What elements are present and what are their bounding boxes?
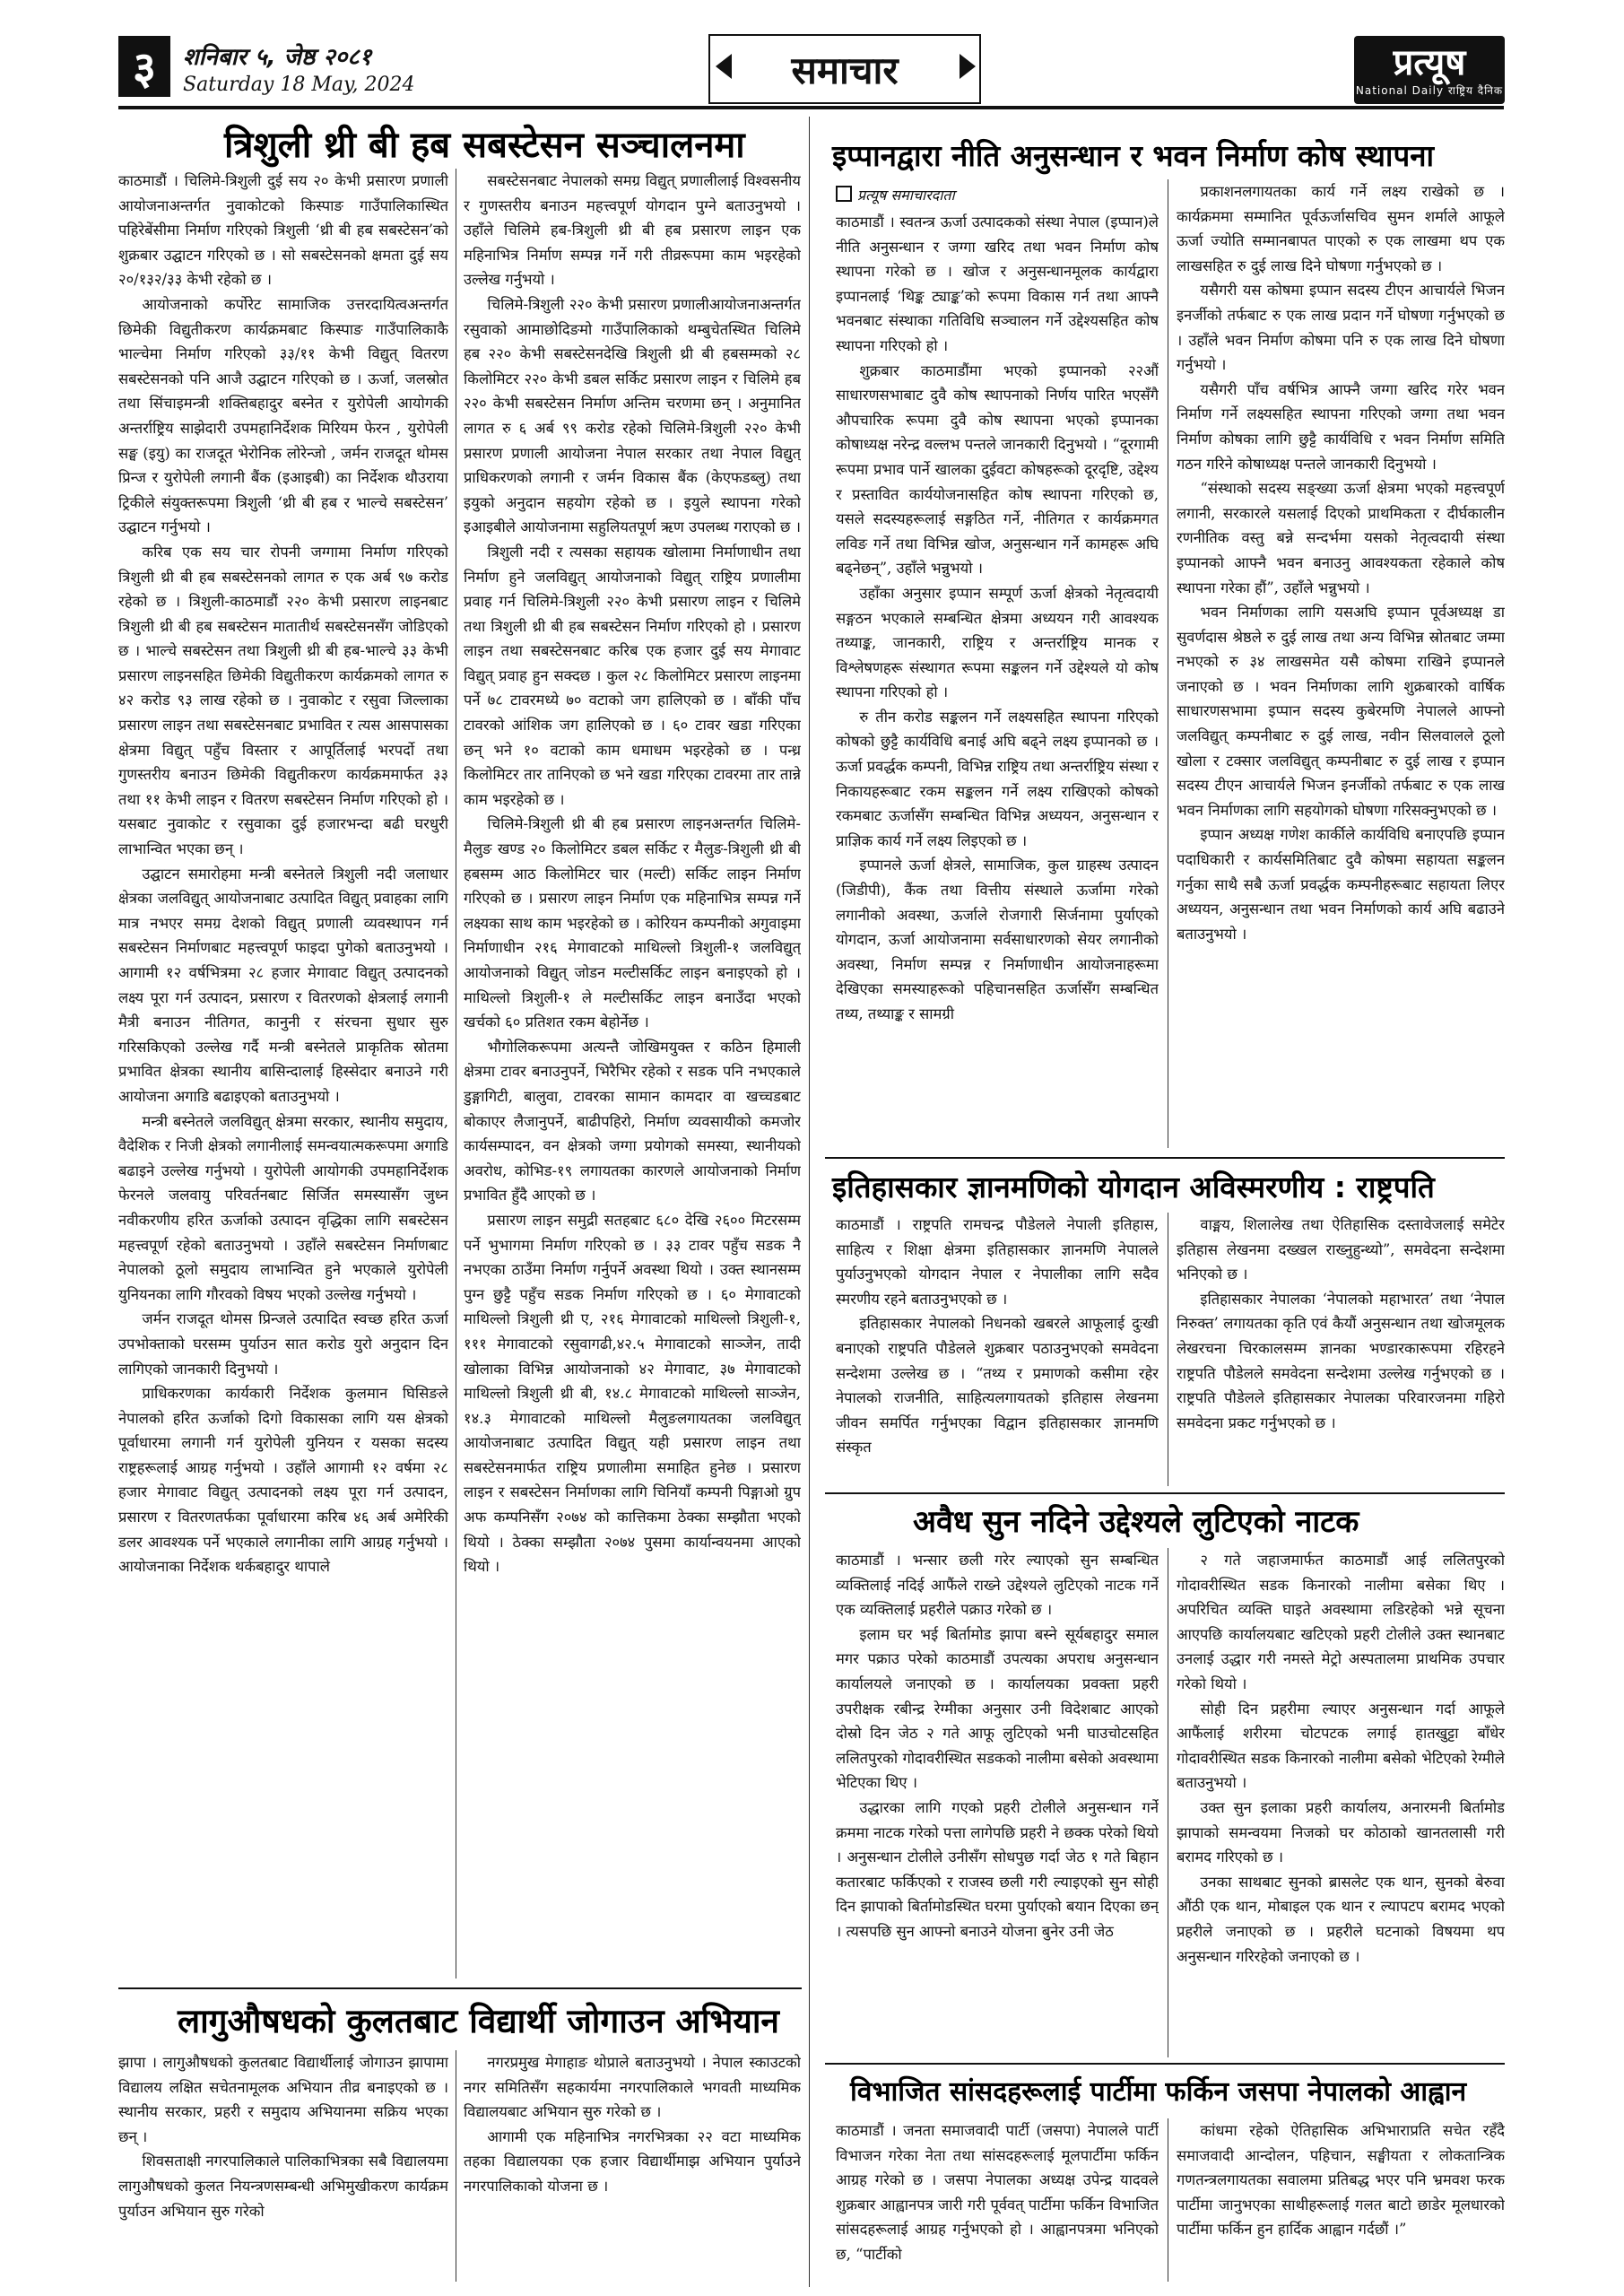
trishuli-column-2 — [464, 169, 801, 1979]
article-paragraph: इप्पान अध्यक्ष गणेश कार्कीले कार्यविधि बनाएपछि इप्पान पदाधिकारी र कार्यसमितिबाट दुवै कोषमा सहायता सङ्कलन गर्नुका साथै सबै ऊर्जा प्रवर्द्धक कम्पनीहरूबाट सहायता लिएर अध्ययन, अनुसन्धान तथा भवन निर्माणको कार्य अघि बढाउने बताउनुभयो । — [1177, 826, 1505, 943]
article-paragraph: आगामी एक महिनाभित्र नगरभित्रका २२ वटा माध्यमिक तहका विद्यालयका एक हजार विद्यार्थीमाझ अभियान पुर्याउने नगरपालिकाको योजना छ । — [464, 2127, 801, 2195]
article-paragraph: काठमाडौं । चिलिमे-त्रिशुली दुई सय २० केभी प्रसारण प्रणाली आयोजनाअन्तर्गत नुवाकोटको किस्पाङ गाउँपालिकास्थित पहिरेबेंसीमा निर्माण गरिएको त्रिशुली ‘थ्री बी हब सबस्टेसन’को शुक्रबार उद्घाटन गरिएको छ । सो सबस्टेसनको क्षमता दुई सय २०/१३२/३३ केभी रहेको छ । — [118, 172, 448, 289]
article-paragraph: जर्मन राजदूत थोमस प्रिन्जले उत्पादित स्वच्छ हरित ऊर्जा उपभोक्ताको घरसम्म पुर्याउन सात करोड युरो अनुदान दिन लागिएको जानकारी दिनुभयो । — [118, 1310, 448, 1378]
article-paragraph: काठमाडौं । भन्सार छली गरेर ल्याएको सुन सम्बन्धित व्यक्तिलाई नदिई आफैंले राख्ने उद्देश्यले लुटिएको नाटक गर्ने एक व्यक्तिलाई प्रहरीले पक्राउ गरेको छ । — [836, 1552, 1159, 1619]
article-paragraph: शिवसताक्षी नगरपालिकाले पालिकाभित्रका सबै विद्यालयमा लागुऔषधको कुलत नियन्त्रणसम्बन्धी अभिमुखीकरण कार्यक्रम पुर्याउन अभियान सुरु गरेको — [118, 2152, 448, 2220]
article-paragraph: झापा । लागुऔषधको कुलतबाट विद्यार्थीलाई जोगाउन झापामा विद्यालय लक्षित सचेतनामूलक अभियान तीव्र बनाइएको छ । स्थानीय सरकार, प्रहरी र समुदाय अभियानमा सक्रिय भएका छन् । — [118, 2054, 448, 2145]
logo-subtitle — [1356, 83, 1503, 98]
article-paragraph: “संस्थाको सदस्य सङ्ख्या ऊर्जा क्षेत्रमा भएको महत्त्वपूर्ण लगानी, सरकारले यसलाई दिएको प्राथमिकता र दीर्घकालीन रणनीतिक वस्तु बन्ने सन्दर्भमा यसको नेतृत्वदायी संस्था इप्पानको आफ्नै भवन बनाउनु आवश्यकता रहेकाले कोष स्थापना गरेका हौं”, उहाँले भन्नुभयो । — [1177, 480, 1505, 596]
square-bullet-icon — [836, 186, 852, 202]
article-paragraph: उनका साथबाट सुनको ब्रासलेट एक थान, सुनको बेरुवा औंठी एक थान, मोबाइल एक थान र ल्यापटप बरामद भएको प्रहरीले जनाएको छ । प्रहरीले घटनाको विषयमा थप अनुसन्धान गरिरहेको जनाएको छ । — [1177, 1873, 1505, 1965]
article-paragraph: त्रिशुली नदी र त्यसका सहायक खोलामा निर्माणाधीन तथा निर्माण हुने जलविद्युत् आयोजनाको विद्युत् राष्ट्रिय प्रणालीमा प्रवाह गर्न चिलिमे-त्रिशुली २२० केभी प्रसारण लाइन र चिलिमे तथा त्रिशुली थ्री बी हब सबस्टेसन निर्माण गरिएको हो । प्रसारण लाइन तथा सबस्टेसनबाट करिब एक हजार दुई सय मेगावाट विद्युत् प्रवाह हुन सक्दछ । कुल २८ किलोमिटर प्रसारण लाइनमा पर्ने ७८ टावरमध्ये ७० वटाको जग हालिएको छ । बाँकी पाँच टावरको आंशिक जग हालिएको छ । ६० टावर खडा गरिएका छन् भने १० वटाको काम धमाधम भइरहेको छ । पन्ध्र किलोमिटर तार तानिएको छ भने खडा गरिएका टावरमा तार तान्ने काम भइरहेको छ । — [464, 543, 801, 808]
article-paragraph: प्राधिकरणका कार्यकारी निर्देशक कुलमान घिसिङले नेपालको हरित ऊर्जाको दिगो विकासका लागि यस क्षेत्रको पूर्वाधारमा लगानी गर्न युरोपेली युनियन र यसका सदस्य राष्ट्रहरूलाई आग्रह गर्नुभयो । उहाँले आगामी १२ वर्षमा २८ हजार मेगावाट विद्युत् उत्पादनको लक्ष्य पूरा गर्न उत्पादन, प्रसारण र वितरणतर्फका पूर्वाधारमा करिब ४६ अर्ब अमेरिकी डलर आवश्यक पर्ने भएकाले लगानीका लागि आग्रह गर्नुभयो । आयोजनाका निर्देशक थर्कबहादुर थापाले — [118, 1385, 448, 1576]
article-paragraph: इलाम घर भई बिर्तामोड झापा बस्ने सूर्यबहादुर समाल मगर पक्राउ परेको काठमाडौं उपत्यका अपराध अनुसन्धान कार्यालयले जनाएको छ । कार्यालयका प्रवक्ता प्रहरी उपरीक्षक रबीन्द्र रेग्मीका अनुसार उनी विदेशबाट आएको दोस्रो दिन जेठ २ गते आफू लुटिएको भनी घाउचोटसहित ललितपुरको गोदावरीस्थित सडकको नालीमा बसेको अवस्थामा भेटिएका थिए । — [836, 1625, 1159, 1792]
section-rule — [825, 1492, 1505, 1494]
article-paragraph: काठमाडौं । जनता समाजवादी पार्टी (जसपा) नेपालले पार्टी विभाजन गरेका नेता तथा सांसदहरूलाई मूलपार्टीमा फर्किन आग्रह गरेको छ । जसपा नेपालका अध्यक्ष उपेन्द्र यादवले शुक्रबार आह्वानपत्र जारी गरी पूर्ववत् पार्टीमा फर्किन विभाजित सांसदहरूलाई आग्रह गर्नुभएको हो । आह्वानपत्रमा भनिएको छ, “पार्टीको — [836, 2122, 1159, 2263]
arrow-right-icon — [960, 54, 976, 79]
headline-lagu: लागुऔषधको कुलतबाट विद्यार्थी जोगाउन अभियान — [178, 2002, 779, 2040]
article-paragraph: इतिहासकार नेपालको निधनको खबरले आफूलाई दुःखी बनाएको राष्ट्रपति पौडेलले शुक्रबार पठाउनुभएको समवेदना सन्देशमा उल्लेख छ । “तथ्य र प्रमाणको कसीमा रहेर नेपालको राजनीति, साहित्यलगायतको इतिहास लेखनमा जीवन समर्पित गर्नुभएका विद्वान इतिहासकार ज्ञानमणि संस्कृत — [836, 1315, 1159, 1457]
center-divider — [809, 117, 810, 2287]
logo-sub-np: राष्ट्रिय दैनिक — [1447, 83, 1504, 97]
headline-ippan: इप्पानद्वारा नीति अनुसन्धान र भवन निर्माण कोष स्थापना — [832, 138, 1435, 173]
byline-text: प्रत्यूष समाचारदाता — [857, 187, 955, 204]
article-paragraph: प्रसारण लाइन समुद्री सतहबाट ६८० देखि २६०० मिटरसम्म पर्ने भुभागमा निर्माण गरिएको छ । ३३ टावर पहुँच सडक नै नभएका ठाउँमा निर्माण गर्नुपर्ने अवस्था थियो । उक्त स्थानसम्म पुग्न छुट्टै पहुँच सडक निर्माण गरिएको छ । ६० मेगावाटको माथिल्लो त्रिशुली थ्री ए, २१६ मेगावाटको माथिल्लो त्रिशुली-१, १११ मेगावाटको रसुवागढी,४२.५ मेगावाटको साञ्जेन, तादी खोलाका विभिन्न आयोजनाको ४२ मेगावाट, ३७ मेगावाटको माथिल्लो त्रिशुली थ्री बी, १४.८ मेगावाटको माथिल्लो साञ्जेन, १४.३ मेगावाटको माथिल्लो मैलुङलगायतका जलविद्युत् आयोजनाबाट उत्पादित विद्युत् यही प्रसारण लाइन तथा सबस्टेसनमार्फत राष्ट्रिय प्रणालीमा समाहित हुनेछ । प्रसारण लाइन र सबस्टेसन निर्माणका लागि चिनियाँ कम्पनी पिङ्गाओ ग्रुप अफ कम्पनिसँग २०७४ को कात्तिकमा ठेक्का सम्झौता भएको थियो । ठेक्का सम्झौता २०७४ पुसमा कार्यान्वयनमा आएको थियो । — [464, 1211, 801, 1576]
article-paragraph: मन्त्री बस्नेतले जलविद्युत् क्षेत्रमा सरकार, स्थानीय समुदाय, वैदेशिक र निजी क्षेत्रको लगानीलाई समन्वयात्मकरूपमा अगाडि बढाइने उल्लेख गर्नुभयो । युरोपेली आयोगकी उपमहानिर्देशक फेरनले जलवायु परिवर्तनबाट सिर्जित समस्यासँग जुध्न नवीकरणीय हरित ऊर्जाको उत्पादन वृद्धिका लागि सबस्टेसन महत्त्वपूर्ण रहेको बताउनुभयो । उहाँले सबस्टेसन निर्माणबाट नेपालको ठूलो समुदाय लाभान्वित हुने भएकाले युरोपेली युनियनका लागि गौरवको विषय भएको उल्लेख गर्नुभयो । — [118, 1112, 448, 1303]
masthead-rule — [118, 106, 1504, 109]
section-rule — [118, 1987, 802, 1989]
article-paragraph: काठमाडौं । राष्ट्रपति रामचन्द्र पौडेलले नेपाली इतिहास, साहित्य र शिक्षा क्षेत्रमा इतिहासकार ज्ञानमणि नेपालले पुर्याउनुभएको योगदान नेपाल र नेपालीका लागि सदैव स्मरणीय रहने बताउनुभएको छ । — [836, 1216, 1159, 1308]
date-english: Saturday 18 May, 2024 — [183, 74, 415, 96]
article-paragraph: उहाँका अनुसार इप्पान सम्पूर्ण ऊर्जा क्षेत्रको नेतृत्वदायी सङ्गठन भएकाले सम्बन्धित क्षेत्रमा अध्ययन गरी आवश्यक तथ्याङ्क, जानकारी, राष्ट्रिय र अन्तर्राष्ट्रिय मानक र विश्लेषणहरू संस्थागत रूपमा सङ्कलन गर्ने उद्देश्यले यो कोष स्थापना गरिएको हो । — [836, 584, 1159, 701]
article-paragraph: चिलिमे-त्रिशुली २२० केभी प्रसारण प्रणालीआयोजनाअन्तर्गत रसुवाको आमाछोदिङमो गाउँपालिकाको थम्बुचेतस्थित चिलिमे हब २२० केभी सबस्टेसनदेखि त्रिशुली थ्री बी हबसम्मको २८ किलोमिटर २२० केभी डबल सर्किट प्रसारण लाइन र चिलिमे हब २२० केभी सबस्टेसन निर्माण अन्तिम चरणमा छन् । अनुमानित लागत रु ६ अर्ब ९९ करोड रहेको चिलिमे-त्रिशुली २२० केभी प्रसारण प्रणाली आयोजना नेपाल सरकार तथा नेपाल विद्युत् प्राधिकरणको लगानी र जर्मन विकास बैंक (केएफडब्लु) तथा इयुको अनुदान सहयोग रहेको छ । इयुले स्थापना गरेको इआइबीले आयोजनामा सहुलियतपूर्ण ऋण उपलब्ध गराएको छ । — [464, 295, 801, 536]
article-paragraph: कांधमा रहेको ऐतिहासिक अभिभाराप्रति सचेत रहँदै समाजवादी आन्दोलन, पहिचान, सङ्घीयता र लोकतान्त्रिक गणतन्त्रलगायतका सवालमा प्रतिबद्ध भएर पनि भ्रमवश फरक पार्टीमा जानुभएका साथीहरूलाई गलत बाटो छाडेर मूलधारको पार्टीमा फर्किन हुन हार्दिक आह्वान गर्दछौं ।” — [1177, 2122, 1505, 2239]
article-paragraph: काठमाडौं । स्वतन्त्र ऊर्जा उत्पादकको संस्था नेपाल (इप्पान)ले नीति अनुसन्धान र जग्गा खरिद तथा भवन निर्माण कोष स्थापना गरेको छ । खोज र अनुसन्धानमूलक कार्यद्वारा इप्पानलाई ‘थिङ्क ट्याङ्क’को रूपमा विकास गर्न तथा आफ्नै भवनबाट संस्थाका गतिविधि सञ्चालन गर्ने उद्देश्यसहित कोष स्थापना गरिएको हो । — [836, 213, 1159, 354]
section-title: समाचार — [791, 48, 899, 92]
article-paragraph: नगरप्रमुख मेगाहाङ थोप्राले बताउनुभयो । नेपाल स्काउटको नगर समितिसँग सहकार्यमा नगरपालिकाले भगवती माध्यमिक विद्यालयबाट अभियान सुरु गरेको छ । — [464, 2054, 801, 2121]
article-paragraph: यसैगरी यस कोषमा इप्पान सदस्य टीएन आचार्यले भिजन इनर्जीको तर्फबाट रु एक लाख प्रदान गर्ने घोषणा गर्नुभएको छ । उहाँले भवन निर्माण कोषमा पनि रु एक लाख दिने घोषणा गर्नुभयो । — [1177, 282, 1505, 374]
logo-sub-en: National Daily — [1355, 83, 1445, 97]
article-paragraph: इप्पानले ऊर्जा क्षेत्रले, सामाजिक, कुल ग्राहस्थ उत्पादन (जिडीपी), कैंक तथा वित्तीय संस्थाले ऊर्जामा गरेको लगानीको अवस्था, ऊर्जाले रोजगारी सिर्जनामा पुर्याएको योगदान, ऊर्जा आयोजनामा सर्वसाधारणको सेयर लगानीको अवस्था, निर्माण सम्पन्न र निर्माणाधीन आयोजनाहरूमा देखिएका समस्याहरूको पहिचानसहित ऊर्जासँग सम्बन्धित तथ्य, तथ्याङ्क र सामग्री — [836, 857, 1159, 1022]
newspaper-logo — [1354, 36, 1505, 104]
article-paragraph: आयोजनाको कर्पोरेट सामाजिक उत्तरदायित्वअन्तर्गत छिमेकी विद्युतीकरण कार्यक्रमबाट किस्पाङ गाउँपालिकाकै भाल्चेमा निर्माण गरिएको ३३/११ केभी विद्युत् वितरण सबस्टेसनको पनि आजै उद्घाटन गरिएको छ । ऊर्जा, जलस्रोत तथा सिंचाइमन्त्री शक्तिबहादुर बस्नेत र युरोपेली आयोगकी अन्तर्राष्ट्रिय साझेदारी उपमहानिर्देशक मिरियम फेरन , युरोपेली सङ्घ (इयु) का राजदूत भेरोनिक लोरेन्जो , जर्मन राजदूत थोमस प्रिन्ज र युरोपेली लगानी बैंक (इआइबी) का निर्देशक थौउराया ट्रिकीले संयुक्तरूपमा त्रिशुली ‘थ्री बी हब र भाल्चे सबस्टेसन’ उद्घाटन गर्नुभयो । — [118, 295, 448, 536]
article-paragraph: सोही दिन प्रहरीमा ल्याएर अनुसन्धान गर्दा आफूले आफैंलाई शरीरमा चोटपटक लगाई हातखुट्टा बाँधेर गोदावरीस्थित सडक किनारको नालीमा बसेको भेटिएको रेग्मीले बताउनुभयो । — [1177, 1700, 1505, 1792]
ippan-column-1 — [836, 210, 1159, 1148]
headline-itihas: इतिहासकार ज्ञानमणिको योगदान अविस्मरणीय : राष्ट्रपति — [832, 1170, 1435, 1205]
article-paragraph: २ गते जहाजमार्फत काठमाडौं आई ललितपुरको गोदावरीस्थित सडक किनारको नालीमा बसेका थिए । अपरिचित व्यक्ति घाइते अवस्थामा लडिरहेको भन्ने सूचना आएपछि कार्यालयबाट खटिएको प्रहरी टोलीले उक्त स्थानबाट उनलाई उद्धार गरी नमस्ते मेट्रो अस्पतालमा प्राथमिक उपचार गरेको थियो । — [1177, 1552, 1505, 1692]
article-paragraph: उक्त सुन इलाका प्रहरी कार्यालय, अनारमनी बिर्तामोड झापाको समन्वयमा निजको घर कोठाको खानतलासी गरी बरामद गरिएको छ । — [1177, 1798, 1505, 1866]
headline-trishuli: त्रिशुली थ्री बी हब सबस्टेसन सञ्चालनमा — [224, 125, 745, 166]
trishuli-column-1 — [118, 169, 448, 1979]
section-rule — [825, 1157, 1505, 1159]
article-paragraph: रु तीन करोड सङ्कलन गर्ने लक्ष्यसहित स्थापना गरिएको कोषको छुट्टै कार्यविधि बनाई अघि बढ्ने लक्ष्य इप्पानको छ । ऊर्जा प्रवर्द्धक कम्पनी, विभिन्न राष्ट्रिय तथा अन्तर्राष्ट्रिय संस्था र निकायहरूबाट रकम सङ्कलन गर्ने लक्ष्य राखिएको कोषको रकमबाट ऊर्जासँग सम्बन्धित विभिन्न अध्ययन, अनुसन्धान र प्राज्ञिक कार्य गर्ने लक्ष्य लिइएको छ । — [836, 708, 1159, 849]
article-paragraph: यसैगरी पाँच वर्षभित्र आफ्नै जग्गा खरिद गरेर भवन निर्माण गर्ने लक्ष्यसहित स्थापना गरिएको जग्गा तथा भवन निर्माण कोषका लागि छुट्टै कार्यविधि र भवन निर्माण समिति गठन गरिने कोषाध्यक्ष पन्तले जानकारी दिनुभयो । — [1177, 380, 1505, 473]
sun-column-2 — [1177, 1548, 1505, 2057]
article-paragraph: सबस्टेसनबाट नेपालको समग्र विद्युत् प्रणालीलाई विश्वसनीय र गुणस्तरीय बनाउन महत्त्वपूर्ण योगदान पुग्ने बताउनुभयो । उहाँले चिलिमे हब-त्रिशुली थ्री बी हब प्रसारण लाइन एक महिनाभित्र निर्माण सम्पन्न गर्ने गरी तीव्ररूपमा काम भइरहेको उल्लेख गर्नुभयो । — [464, 172, 801, 289]
itihas-column-2 — [1177, 1213, 1505, 1486]
article-paragraph: उद्धारका लागि गएको प्रहरी टोलीले अनुसन्धान गर्ने क्रममा नाटक गरेको पत्ता लागेपछि प्रहरी ने छक्क परेको थियो । अनुसन्धान टोलीले उनीसँग सोधपुछ गर्दा जेठ १ गते बिहान कतारबाट फर्किएको र राजस्व छली गरी ल्याइएको सुन सोही दिन झापाको बिर्तामोडस्थित घरमा पुर्याएको बयान दिएका छन् । त्यसपछि सुन आफ्नो बनाउने योजना बुनेर उनी जेठ — [836, 1798, 1159, 1940]
lagu-column-2 — [464, 2050, 801, 2282]
date-nepali: शनिबार ५, जेष्ठ २०८१ — [183, 44, 372, 71]
article-paragraph: शुक्रबार काठमाडौंमा भएको इप्पानको २२औं साधारणसभाबाट दुवै कोष स्थापनाको निर्णय पारित भएसँगै औपचारिक रूपमा दुवै कोष स्थापना भएको इप्पानका कोषाध्यक्ष नरेन्द्र वल्लभ पन्तले जानकारी दिनुभयो । “दूरगामी रूपमा प्रभाव पार्ने खालका दुईवटा कोषहरूको दूरदृष्टि, उद्देश्य र प्रस्तावित कार्ययोजनासहित कोष स्थापना गरिएको छ, यसले सदस्यहरूलाई सङ्गठित गर्ने, नीतिगत र कार्यक्रमगत लविङ गर्ने तथा विभिन्न खोज, अनुसन्धान गर्ने कामहरू अघि बढ्नेछन्”, उहाँले भन्नुभयो । — [836, 361, 1159, 578]
sun-column-1 — [836, 1548, 1159, 2057]
arrow-left-icon — [716, 54, 732, 79]
lagu-column-1 — [118, 2050, 448, 2282]
page-number: ३ — [118, 36, 170, 97]
article-paragraph: उद्घाटन समारोहमा मन्त्री बस्नेतले त्रिशुली नदी जलाधार क्षेत्रका जलविद्युत् आयोजनाबाट उत्पादित विद्युत् प्रवाहका लागि मात्र नभएर समग्र देशको विद्युत् प्रणाली व्यवस्थापन गर्न सबस्टेसन निर्माणबाट महत्त्वपूर्ण फाइदा पुगेको बताउनुभयो । आगामी १२ वर्षभित्रमा २८ हजार मेगावाट विद्युत् उत्पादनको लक्ष्य पूरा गर्न उत्पादन, प्रसारण र वितरणको क्षेत्रलाई लगानी मैत्री बनाउन नीतिगत, कानुनी र संरचना सुधार सुरु गरिसकिएको उल्लेख गर्दै मन्त्री बस्नेतले प्राकृतिक स्रोतमा प्रभावित क्षेत्रका स्थानीय बासिन्दालाई हिस्सेदार बनाउने गरी आयोजना अगाडि बढाइएको बताउनुभयो । — [118, 865, 448, 1105]
byline — [836, 185, 955, 204]
article-paragraph: भवन निर्माणका लागि यसअघि इप्पान पूर्वअध्यक्ष डा सुवर्णदास श्रेष्ठले रु दुई लाख तथा अन्य विभिन्न स्रोतबाट जम्मा नभएको रु ३४ लाखसमेत यसै कोषमा राखिने इप्पानले जनाएको छ । भवन निर्माणका लागि शुक्रबारको वार्षिक साधारणसभामा इप्पान सदस्य कुबेरमणि नेपालले आफ्नो जलविद्युत् कम्पनीबाट रु दुई लाख, नवीन सिलवालले ठूलो खोला र टक्सार जलविद्युत् कम्पनीबाट रु दुई लाख र इप्पान सदस्य टीएन आचार्यले भिजन इनर्जीको तर्फबाट रु एक लाख भवन निर्माणका लागि सहयोगको घोषणा गरिसक्नुभएको छ । — [1177, 604, 1505, 819]
article-paragraph: चिलिमे-त्रिशुली थ्री बी हब प्रसारण लाइनअन्तर्गत चिलिमे-मैलुङ खण्ड २० किलोमिटर डबल सर्किट र मैलुङ-त्रिशुली थ्री बी हबसम्म आठ किलोमिटर चार (मल्टी) सर्किट लाइन निर्माण गरिएको छ । प्रसारण लाइन निर्माण एक महिनाभित्र सम्पन्न गर्ने लक्ष्यका साथ काम भइरहेको छ । कोरियन कम्पनीको अगुवाइमा निर्माणाधीन २१६ मेगावाटको माथिल्लो त्रिशुली-१ जलविद्युत् आयोजनाको विद्युत् जोडन मल्टीसर्किट लाइन बनाइएको हो । माथिल्लो त्रिशुली-१ ले मल्टीसर्किट लाइन बनाउँदा भएको खर्चको ६० प्रतिशत रकम बेहोर्नेछ । — [464, 815, 801, 1031]
section-rule — [825, 2063, 1505, 2065]
headline-sun: अवैध सुन नदिने उद्देश्यले लुटिएको नाटक — [913, 1504, 1359, 1540]
logo-text: प्रत्यूष — [1393, 41, 1466, 83]
article-paragraph: भौगोलिकरूपमा अत्यन्तै जोखिमयुक्त र कठिन हिमाली क्षेत्रमा टावर बनाउनुपर्ने, भिरैभिर रहेको र सडक पनि नभएकाले डुङ्गागिटी, बालुवा, टावरका सामान कामदार वा खच्चडबाट बोकाएर लैजानुपर्ने, बाढीपहिरो, निर्माण व्यवसायीको कमजोर कार्यसम्पादन, वन क्षेत्रको जग्गा प्रयोगको समस्या, स्थानीयको अवरोध, कोभिड-१९ लगायतका कारणले आयोजनाको निर्माण प्रभावित हुँदै आएको छ । — [464, 1038, 801, 1205]
article-paragraph: इतिहासकार नेपालका ‘नेपालको महाभारत’ तथा ‘नेपाल निरुक्त’ लगायतका कृति एवं कैयौं अनुसन्धान तथा खोजमूलक लेखरचना चिरकालसम्म ज्ञानका भण्डारकारूपमा रहिरहने राष्ट्रपति पौडेलले समवेदना सन्देशमा उल्लेख गर्नुभएको छ । राष्ट्रपति पौडेलले इतिहासकार नेपालका परिवारजनमा गहिरो समवेदना प्रकट गर्नुभएको छ । — [1177, 1290, 1505, 1431]
section-header — [708, 34, 981, 104]
itihas-column-1 — [836, 1213, 1159, 1486]
jaspa-column-1 — [836, 2118, 1159, 2282]
jaspa-column-2 — [1177, 2118, 1505, 2282]
headline-jaspa: विभाजित सांसदहरूलाई पार्टीमा फर्किन जसपा नेपालको आह्वान — [850, 2076, 1467, 2108]
article-paragraph: प्रकाशनलगायतका कार्य गर्ने लक्ष्य राखेको छ । कार्यक्रममा सम्मानित पूर्वऊर्जासचिव सुमन शर्माले आफूले ऊर्जा ज्योति सम्मानबापत पाएको रु एक लाखमा थप एक लाखसहित रु दुई लाख दिने घोषणा गर्नुभएको छ । — [1177, 183, 1505, 274]
article-paragraph: करिब एक सय चार रोपनी जग्गामा निर्माण गरिएको त्रिशुली थ्री बी हब सबस्टेसनको लागत रु एक अर्ब ९७ करोड रहेको छ । त्रिशुली-काठमाडौं २२० केभी प्रसारण लाइनबाट त्रिशुली थ्री बी हब सबस्टेसन मातातीर्थ सबस्टेसनसँग जोडिएको छ । भाल्चे सबस्टेसन तथा त्रिशुली थ्री बी हब-भाल्चे ३३ केभी प्रसारण लाइनसहित छिमेकी विद्युतीकरण कार्यक्रमको लागत रु ४२ करोड ९३ लाख रहेको छ । नुवाकोट र रसुवा जिल्लाका प्रसारण लाइन तथा सबस्टेसनबाट प्रभावित र त्यस आसपासका क्षेत्रमा विद्युत् पहुँच विस्तार र आपूर्तिलाई भरपर्दो तथा गुणस्तरीय बनाउन छिमेकी विद्युतीकरण कार्यक्रममार्फत ३३ तथा ११ केभी लाइन र वितरण सबस्टेसन निर्माण गरिएको हो । यसबाट नुवाकोट र रसुवाका दुई हजारभन्दा बढी घरधुरी लाभान्वित भएका छन् । — [118, 543, 448, 858]
article-paragraph: वाङ्मय, शिलालेख तथा ऐतिहासिक दस्तावेजलाई समेटेर इतिहास लेखनमा दख्खल राख्नुहुन्थ्यो”, समवेदना सन्देशमा भनिएको छ । — [1177, 1216, 1505, 1283]
ippan-column-2 — [1177, 179, 1505, 1148]
